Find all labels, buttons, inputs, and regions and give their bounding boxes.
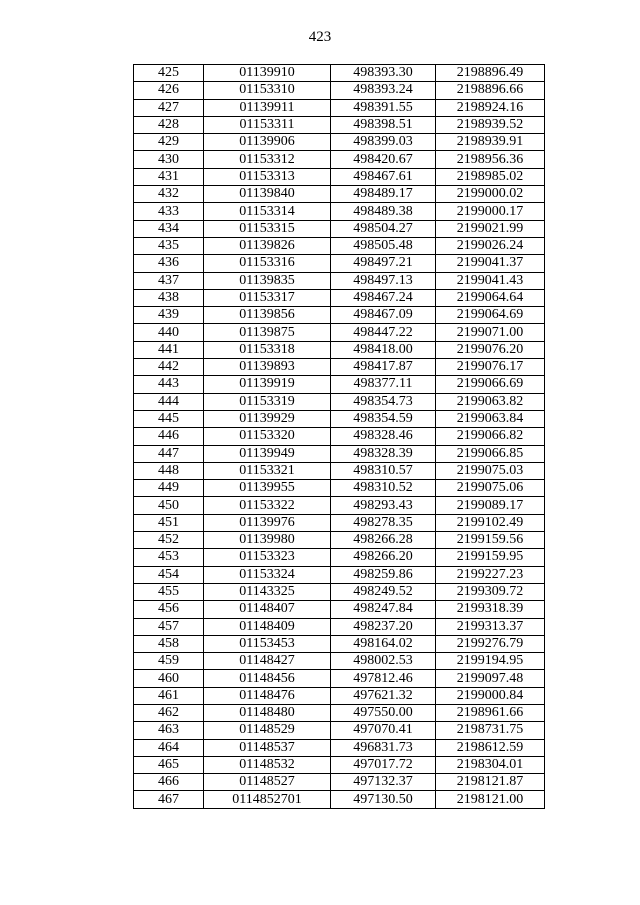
y-coordinate-cell: 2199318.39 (436, 601, 545, 618)
point-number-cell: 441 (134, 341, 204, 358)
x-coordinate-cell: 498391.55 (331, 99, 436, 116)
point-number-cell: 456 (134, 601, 204, 618)
point-number-cell: 448 (134, 462, 204, 479)
y-coordinate-cell: 2199063.82 (436, 393, 545, 410)
point-id-cell: 01139856 (204, 307, 331, 324)
point-id-cell: 01153315 (204, 220, 331, 237)
table-row (134, 65, 545, 82)
y-coordinate-cell: 2199313.37 (436, 618, 545, 635)
point-number-cell: 437 (134, 272, 204, 289)
table-row (134, 134, 545, 151)
table-row (134, 722, 545, 739)
point-number-cell: 435 (134, 237, 204, 254)
y-coordinate-cell: 2198896.49 (436, 65, 545, 82)
x-coordinate-cell: 498393.30 (331, 65, 436, 82)
table-row (134, 186, 545, 203)
y-coordinate-cell: 2199159.56 (436, 532, 545, 549)
x-coordinate-cell: 498310.57 (331, 462, 436, 479)
table-row (134, 618, 545, 635)
point-id-cell: 01139875 (204, 324, 331, 341)
table-row (134, 99, 545, 116)
table-row (134, 532, 545, 549)
table-row (134, 566, 545, 583)
point-id-cell: 01153311 (204, 116, 331, 133)
point-number-cell: 462 (134, 704, 204, 721)
point-number-cell: 451 (134, 514, 204, 531)
x-coordinate-cell: 498417.87 (331, 359, 436, 376)
y-coordinate-cell: 2199227.23 (436, 566, 545, 583)
point-id-cell: 01153316 (204, 255, 331, 272)
point-id-cell: 01148529 (204, 722, 331, 739)
x-coordinate-cell: 498467.61 (331, 168, 436, 185)
x-coordinate-cell: 498489.17 (331, 186, 436, 203)
x-coordinate-cell: 497812.46 (331, 670, 436, 687)
x-coordinate-cell: 498497.21 (331, 255, 436, 272)
x-coordinate-cell: 497550.00 (331, 704, 436, 721)
table-body (134, 65, 545, 809)
point-id-cell: 0114852701 (204, 791, 331, 808)
x-coordinate-cell: 498266.20 (331, 549, 436, 566)
table-row (134, 549, 545, 566)
y-coordinate-cell: 2199041.37 (436, 255, 545, 272)
point-number-cell: 440 (134, 324, 204, 341)
y-coordinate-cell: 2199066.82 (436, 428, 545, 445)
point-id-cell: 01153317 (204, 289, 331, 306)
y-coordinate-cell: 2199089.17 (436, 497, 545, 514)
point-id-cell: 01148537 (204, 739, 331, 756)
point-id-cell: 01148407 (204, 601, 331, 618)
y-coordinate-cell: 2199276.79 (436, 635, 545, 652)
y-coordinate-cell: 2198961.66 (436, 704, 545, 721)
x-coordinate-cell: 498504.27 (331, 220, 436, 237)
table-row (134, 82, 545, 99)
point-number-cell: 452 (134, 532, 204, 549)
point-number-cell: 444 (134, 393, 204, 410)
y-coordinate-cell: 2199076.20 (436, 341, 545, 358)
point-number-cell: 467 (134, 791, 204, 808)
point-id-cell: 01139955 (204, 480, 331, 497)
point-id-cell: 01153314 (204, 203, 331, 220)
table-row (134, 514, 545, 531)
table-row (134, 704, 545, 721)
x-coordinate-cell: 498497.13 (331, 272, 436, 289)
point-id-cell: 01139980 (204, 532, 331, 549)
table-row (134, 237, 545, 254)
x-coordinate-cell: 498393.24 (331, 82, 436, 99)
x-coordinate-cell: 497621.32 (331, 687, 436, 704)
y-coordinate-cell: 2198939.91 (436, 134, 545, 151)
point-number-cell: 463 (134, 722, 204, 739)
table-row (134, 687, 545, 704)
table-row (134, 203, 545, 220)
table-row (134, 341, 545, 358)
y-coordinate-cell: 2199021.99 (436, 220, 545, 237)
x-coordinate-cell: 498505.48 (331, 237, 436, 254)
table-row (134, 376, 545, 393)
x-coordinate-cell: 498398.51 (331, 116, 436, 133)
table-row (134, 480, 545, 497)
y-coordinate-cell: 2199066.85 (436, 445, 545, 462)
point-number-cell: 434 (134, 220, 204, 237)
table-row (134, 410, 545, 427)
x-coordinate-cell: 498249.52 (331, 583, 436, 600)
y-coordinate-cell: 2199000.84 (436, 687, 545, 704)
point-id-cell: 01148456 (204, 670, 331, 687)
x-coordinate-cell: 498237.20 (331, 618, 436, 635)
y-coordinate-cell: 2199075.03 (436, 462, 545, 479)
point-number-cell: 460 (134, 670, 204, 687)
table-row (134, 774, 545, 791)
y-coordinate-cell: 2198121.87 (436, 774, 545, 791)
point-number-cell: 446 (134, 428, 204, 445)
y-coordinate-cell: 2199071.00 (436, 324, 545, 341)
y-coordinate-cell: 2199026.24 (436, 237, 545, 254)
x-coordinate-cell: 498164.02 (331, 635, 436, 652)
point-id-cell: 01148409 (204, 618, 331, 635)
y-coordinate-cell: 2198612.59 (436, 739, 545, 756)
point-id-cell: 01153322 (204, 497, 331, 514)
point-number-cell: 429 (134, 134, 204, 151)
point-id-cell: 01139910 (204, 65, 331, 82)
x-coordinate-cell: 498328.39 (331, 445, 436, 462)
table-row (134, 653, 545, 670)
point-number-cell: 454 (134, 566, 204, 583)
point-number-cell: 455 (134, 583, 204, 600)
y-coordinate-cell: 2198304.01 (436, 756, 545, 773)
point-number-cell: 442 (134, 359, 204, 376)
y-coordinate-cell: 2198985.02 (436, 168, 545, 185)
x-coordinate-cell: 498293.43 (331, 497, 436, 514)
point-number-cell: 445 (134, 410, 204, 427)
y-coordinate-cell: 2198731.75 (436, 722, 545, 739)
x-coordinate-cell: 497132.37 (331, 774, 436, 791)
point-id-cell: 01153318 (204, 341, 331, 358)
point-number-cell: 431 (134, 168, 204, 185)
point-number-cell: 449 (134, 480, 204, 497)
table-row (134, 583, 545, 600)
x-coordinate-cell: 498266.28 (331, 532, 436, 549)
table-row (134, 289, 545, 306)
y-coordinate-cell: 2199097.48 (436, 670, 545, 687)
point-id-cell: 01153310 (204, 82, 331, 99)
point-id-cell: 01143325 (204, 583, 331, 600)
point-number-cell: 466 (134, 774, 204, 791)
x-coordinate-cell: 498447.22 (331, 324, 436, 341)
y-coordinate-cell: 2199000.17 (436, 203, 545, 220)
point-number-cell: 428 (134, 116, 204, 133)
point-id-cell: 01139929 (204, 410, 331, 427)
point-number-cell: 453 (134, 549, 204, 566)
point-number-cell: 450 (134, 497, 204, 514)
table-row (134, 670, 545, 687)
y-coordinate-cell: 2199000.02 (436, 186, 545, 203)
x-coordinate-cell: 498354.73 (331, 393, 436, 410)
y-coordinate-cell: 2199309.72 (436, 583, 545, 600)
point-id-cell: 01139976 (204, 514, 331, 531)
y-coordinate-cell: 2199066.69 (436, 376, 545, 393)
x-coordinate-cell: 498310.52 (331, 480, 436, 497)
point-number-cell: 433 (134, 203, 204, 220)
x-coordinate-cell: 498467.24 (331, 289, 436, 306)
point-number-cell: 443 (134, 376, 204, 393)
point-number-cell: 438 (134, 289, 204, 306)
point-id-cell: 01148532 (204, 756, 331, 773)
point-number-cell: 459 (134, 653, 204, 670)
point-id-cell: 01153324 (204, 566, 331, 583)
point-id-cell: 01153313 (204, 168, 331, 185)
y-coordinate-cell: 2199194.95 (436, 653, 545, 670)
table-row (134, 393, 545, 410)
table-row (134, 445, 545, 462)
x-coordinate-cell: 498467.09 (331, 307, 436, 324)
coordinates-table (133, 64, 545, 809)
x-coordinate-cell: 497017.72 (331, 756, 436, 773)
table-row (134, 116, 545, 133)
x-coordinate-cell: 498489.38 (331, 203, 436, 220)
point-number-cell: 464 (134, 739, 204, 756)
point-number-cell: 425 (134, 65, 204, 82)
x-coordinate-cell: 497130.50 (331, 791, 436, 808)
x-coordinate-cell: 498420.67 (331, 151, 436, 168)
y-coordinate-cell: 2199159.95 (436, 549, 545, 566)
y-coordinate-cell: 2199102.49 (436, 514, 545, 531)
table-row (134, 756, 545, 773)
table-row (134, 307, 545, 324)
point-id-cell: 01139919 (204, 376, 331, 393)
point-id-cell: 01153319 (204, 393, 331, 410)
table-row (134, 220, 545, 237)
point-id-cell: 01148480 (204, 704, 331, 721)
table-row (134, 151, 545, 168)
point-number-cell: 461 (134, 687, 204, 704)
table-row (134, 324, 545, 341)
y-coordinate-cell: 2198924.16 (436, 99, 545, 116)
x-coordinate-cell: 497070.41 (331, 722, 436, 739)
point-id-cell: 01148427 (204, 653, 331, 670)
table-row (134, 168, 545, 185)
page-number: 423 (308, 29, 332, 45)
point-id-cell: 01148476 (204, 687, 331, 704)
point-id-cell: 01139911 (204, 99, 331, 116)
table-row (134, 635, 545, 652)
y-coordinate-cell: 2198121.00 (436, 791, 545, 808)
table-row (134, 739, 545, 756)
table-row (134, 255, 545, 272)
point-id-cell: 01153321 (204, 462, 331, 479)
point-id-cell: 01153453 (204, 635, 331, 652)
x-coordinate-cell: 498399.03 (331, 134, 436, 151)
point-id-cell: 01153323 (204, 549, 331, 566)
point-number-cell: 439 (134, 307, 204, 324)
point-id-cell: 01139835 (204, 272, 331, 289)
point-id-cell: 01139893 (204, 359, 331, 376)
point-id-cell: 01139949 (204, 445, 331, 462)
point-number-cell: 458 (134, 635, 204, 652)
point-number-cell: 436 (134, 255, 204, 272)
point-id-cell: 01139906 (204, 134, 331, 151)
point-number-cell: 457 (134, 618, 204, 635)
table-row (134, 359, 545, 376)
y-coordinate-cell: 2198956.36 (436, 151, 545, 168)
x-coordinate-cell: 498354.59 (331, 410, 436, 427)
point-number-cell: 465 (134, 756, 204, 773)
point-number-cell: 427 (134, 99, 204, 116)
table-row (134, 462, 545, 479)
table-row (134, 272, 545, 289)
x-coordinate-cell: 498418.00 (331, 341, 436, 358)
table-row (134, 428, 545, 445)
point-number-cell: 432 (134, 186, 204, 203)
point-number-cell: 430 (134, 151, 204, 168)
x-coordinate-cell: 496831.73 (331, 739, 436, 756)
y-coordinate-cell: 2198896.66 (436, 82, 545, 99)
x-coordinate-cell: 498247.84 (331, 601, 436, 618)
y-coordinate-cell: 2198939.52 (436, 116, 545, 133)
point-id-cell: 01153312 (204, 151, 331, 168)
y-coordinate-cell: 2199063.84 (436, 410, 545, 427)
table-row (134, 601, 545, 618)
y-coordinate-cell: 2199075.06 (436, 480, 545, 497)
y-coordinate-cell: 2199064.64 (436, 289, 545, 306)
point-id-cell: 01153320 (204, 428, 331, 445)
y-coordinate-cell: 2199064.69 (436, 307, 545, 324)
table-row (134, 497, 545, 514)
point-number-cell: 426 (134, 82, 204, 99)
point-id-cell: 01148527 (204, 774, 331, 791)
x-coordinate-cell: 498002.53 (331, 653, 436, 670)
point-number-cell: 447 (134, 445, 204, 462)
x-coordinate-cell: 498328.46 (331, 428, 436, 445)
point-id-cell: 01139840 (204, 186, 331, 203)
table-row (134, 791, 545, 808)
x-coordinate-cell: 498377.11 (331, 376, 436, 393)
y-coordinate-cell: 2199041.43 (436, 272, 545, 289)
x-coordinate-cell: 498278.35 (331, 514, 436, 531)
x-coordinate-cell: 498259.86 (331, 566, 436, 583)
point-id-cell: 01139826 (204, 237, 331, 254)
y-coordinate-cell: 2199076.17 (436, 359, 545, 376)
